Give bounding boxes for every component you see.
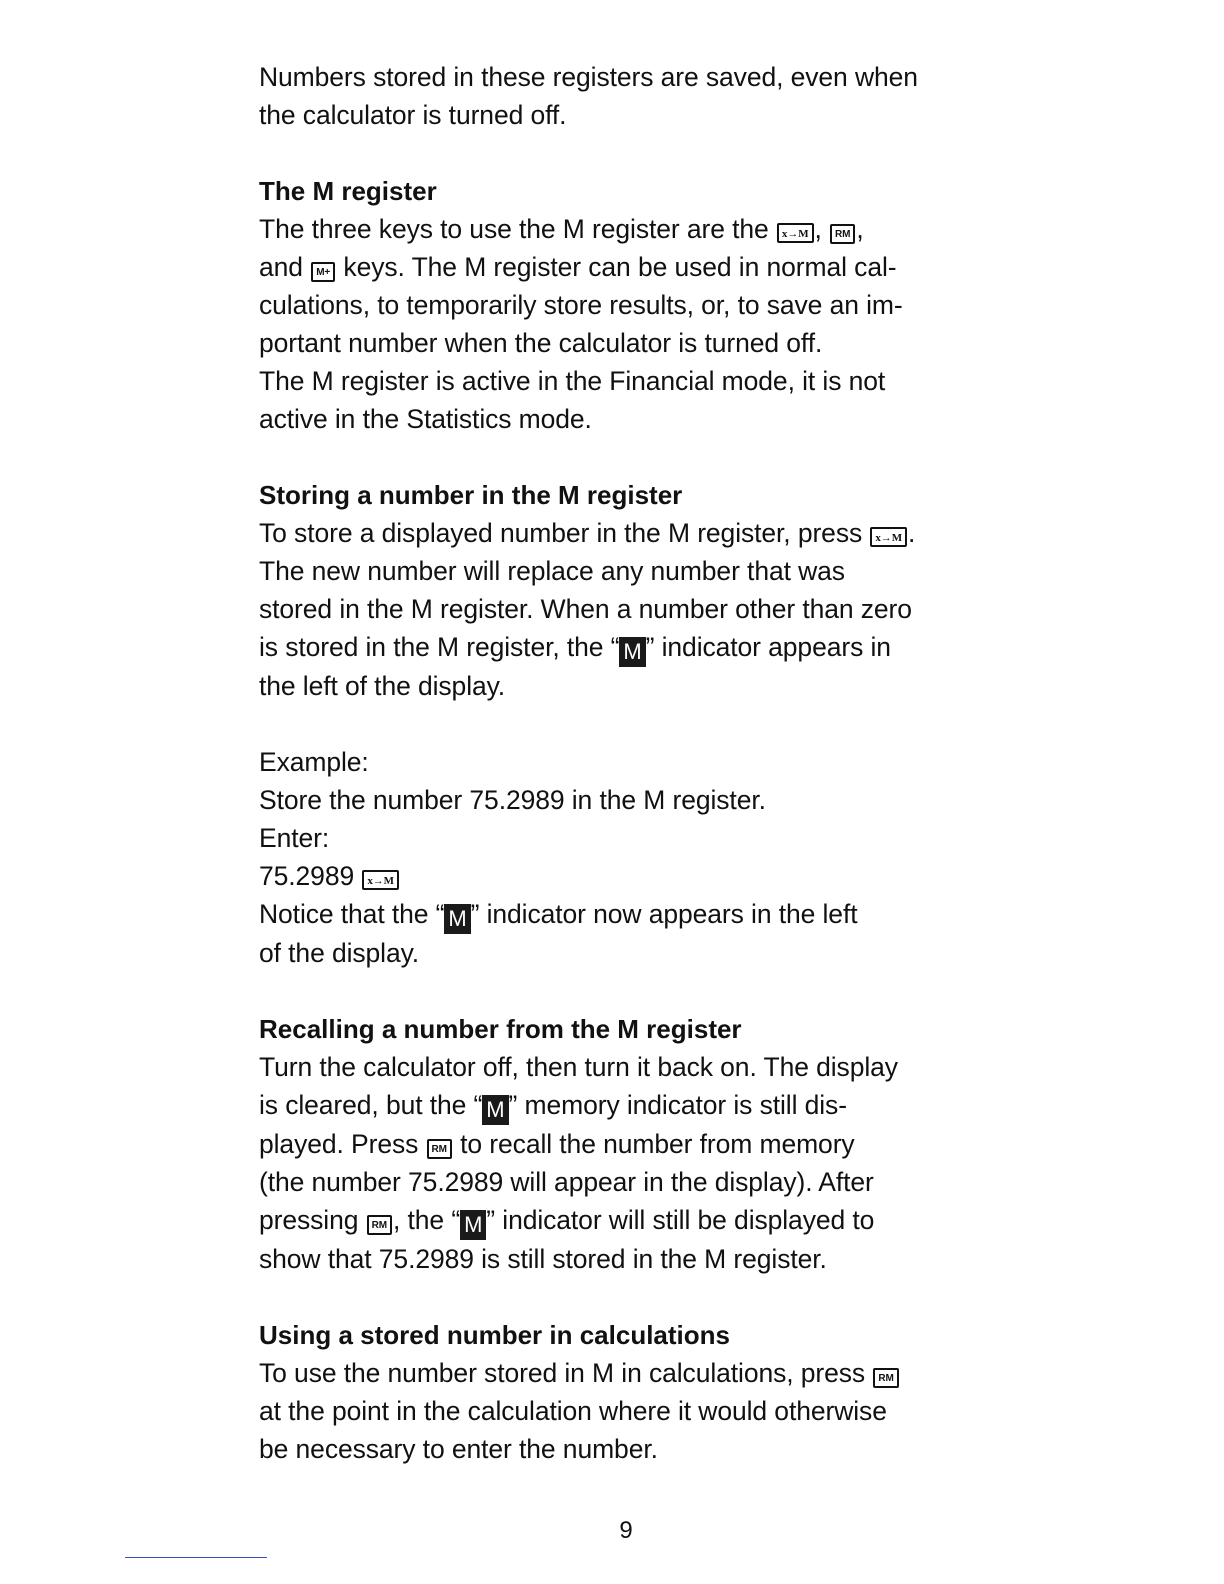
rm-key-icon: RM: [427, 1139, 452, 1159]
recalling-line-4: (the number 75.2989 will appear in the display). After: [259, 1167, 874, 1197]
m-register-line-6: active in the Statistics mode.: [259, 404, 592, 434]
x-to-m-key-icon: x→M: [362, 870, 399, 890]
footnote-rule: [125, 1557, 267, 1558]
storing-line-2: The new number will replace any number that was: [259, 556, 845, 586]
storing-line-4: is stored in the M register, the “ M ” indicator appears in: [259, 628, 999, 667]
page-number: 9: [619, 1517, 633, 1544]
m-register-line-4: portant number when the calculator is turned off.: [259, 328, 823, 358]
manual-page-body: [259, 58, 999, 1468]
example-line-1: Example:: [259, 747, 369, 777]
example-line-5: Notice that the “ M ” indicator now appears in the left: [259, 895, 999, 934]
m-plus-key-icon: M+: [311, 262, 335, 282]
section-heading-using: Using a stored number in calculations: [259, 1320, 730, 1350]
rm-key-icon: RM: [873, 1368, 898, 1388]
section-heading-m-register: The M register: [259, 176, 437, 206]
memory-indicator-icon: M: [482, 1095, 508, 1125]
m-register-line-3: culations, to temporarily store results, or, to save an im-: [259, 290, 903, 320]
x-to-m-key-icon: x→M: [870, 527, 907, 547]
example-line-6: of the display.: [259, 938, 420, 968]
rm-key-icon: RM: [830, 224, 855, 244]
recalling-line-1: Turn the calculator off, then turn it back on. The display: [259, 1052, 898, 1082]
storing-line-5: the left of the display.: [259, 671, 506, 701]
memory-indicator-icon: M: [444, 904, 470, 934]
m-register-line-1: The three keys to use the M register are the x→M , RM ,: [259, 214, 864, 244]
recalling-line-2: is cleared, but the “ M ” memory indicator is still dis-: [259, 1086, 999, 1125]
example-line-2: Store the number 75.2989 in the M register.: [259, 785, 766, 815]
storing-line-3: stored in the M register. When a number other than zero: [259, 594, 912, 624]
m-register-line-5: The M register is active in the Financial mode, it is not: [259, 366, 886, 396]
x-to-m-key-icon: x→M: [777, 223, 814, 243]
example-line-3: Enter:: [259, 823, 330, 853]
recalling-line-5: pressing RM , the “ M ” indicator will still be displayed to: [259, 1201, 999, 1240]
intro-line-2: the calculator is turned off.: [259, 100, 567, 130]
intro-line-1: Numbers stored in these registers are saved, even when: [259, 62, 918, 92]
recalling-line-3: played. Press RM to recall the number from memory: [259, 1129, 855, 1159]
example-line-4: 75.2989 x→M: [259, 857, 999, 895]
using-line-3: be necessary to enter the number.: [259, 1434, 658, 1464]
rm-key-icon: RM: [367, 1215, 392, 1235]
storing-line-1: To store a displayed number in the M register, press x→M .: [259, 518, 916, 548]
section-heading-recalling: Recalling a number from the M register: [259, 1014, 742, 1044]
using-line-2: at the point in the calculation where it would otherwise: [259, 1396, 887, 1426]
using-line-1: To use the number stored in M in calculations, press RM: [259, 1354, 999, 1392]
recalling-line-6: show that 75.2989 is still stored in the M register.: [259, 1244, 827, 1274]
memory-indicator-icon: M: [460, 1210, 486, 1240]
memory-indicator-icon: M: [619, 637, 645, 667]
section-heading-storing: Storing a number in the M register: [259, 480, 683, 510]
m-register-line-2: and M+ keys. The M register can be used in normal cal-: [259, 252, 897, 282]
